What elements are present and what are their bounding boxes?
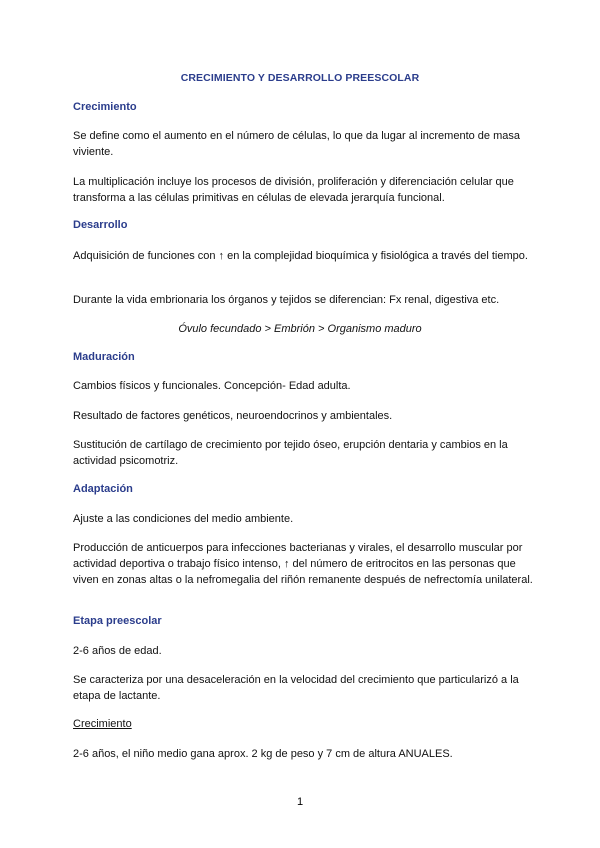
development-sequence: Óvulo fecundado > Embrión > Organismo maduro (178, 323, 422, 335)
heading-desarrollo: Desarrollo (73, 219, 128, 231)
heading-maduracion: Maduración (73, 351, 135, 363)
paragraph-maduracion-1: Cambios físicos y funcionales. Concepción- Edad adulta. (73, 380, 351, 392)
paragraph-etapa-3: 2-6 años, el niño medio gana aprox. 2 kg de peso y 7 cm de altura ANUALES. (73, 748, 453, 760)
paragraph-etapa-2: Se caracteriza por una desaceleración en la velocidad del crecimiento que particularizó a la etapa de lactante. (73, 674, 519, 702)
paragraph-crecimiento-2: La multiplicación incluye los procesos de división, proliferación y diferenciación celular que transforma a las células primitivas en células de elevada jerarquía funcional. (73, 176, 514, 204)
paragraph-crecimiento-1: Se define como el aumento en el número de células, lo que da lugar al incremento de masa viviente. (73, 130, 520, 158)
document-title: CRECIMIENTO Y DESARROLLO PREESCOLAR (180, 72, 420, 84)
paragraph-maduracion-3: Sustitución de cartílago de crecimiento por tejido óseo, erupción dentaria y cambios en la actividad psicomotriz. (73, 439, 508, 467)
paragraph-etapa-1: 2-6 años de edad. (73, 645, 162, 657)
heading-adaptacion: Adaptación (73, 483, 133, 495)
paragraph-adaptacion-2: Producción de anticuerpos para infecciones bacterianas y virales, el desarrollo muscular por actividad deportiva o trabajo físico intenso, ↑ del número de eritrocitos en las personas que viven en zonas altas o la nefromegalia del riñón remanente después de nefrectomía unilateral. (73, 542, 533, 586)
paragraph-desarrollo-2: Durante la vida embrionaria los órganos y tejidos se diferencian: Fx renal, digestiva etc. (73, 294, 500, 306)
heading-crecimiento: Crecimiento (73, 101, 137, 113)
subheading-crecimiento: Crecimiento (73, 718, 132, 730)
paragraph-maduracion-2: Resultado de factores genéticos, neuroendocrinos y ambientales. (73, 410, 393, 422)
page-number: 1 (296, 796, 304, 808)
paragraph-adaptacion-1: Ajuste a las condiciones del medio ambiente. (73, 513, 294, 525)
paragraph-desarrollo-1: Adquisición de funciones con ↑ en la complejidad bioquímica y fisiológica a través del tiempo. (73, 250, 528, 262)
heading-etapa-preescolar: Etapa preescolar (73, 615, 162, 627)
